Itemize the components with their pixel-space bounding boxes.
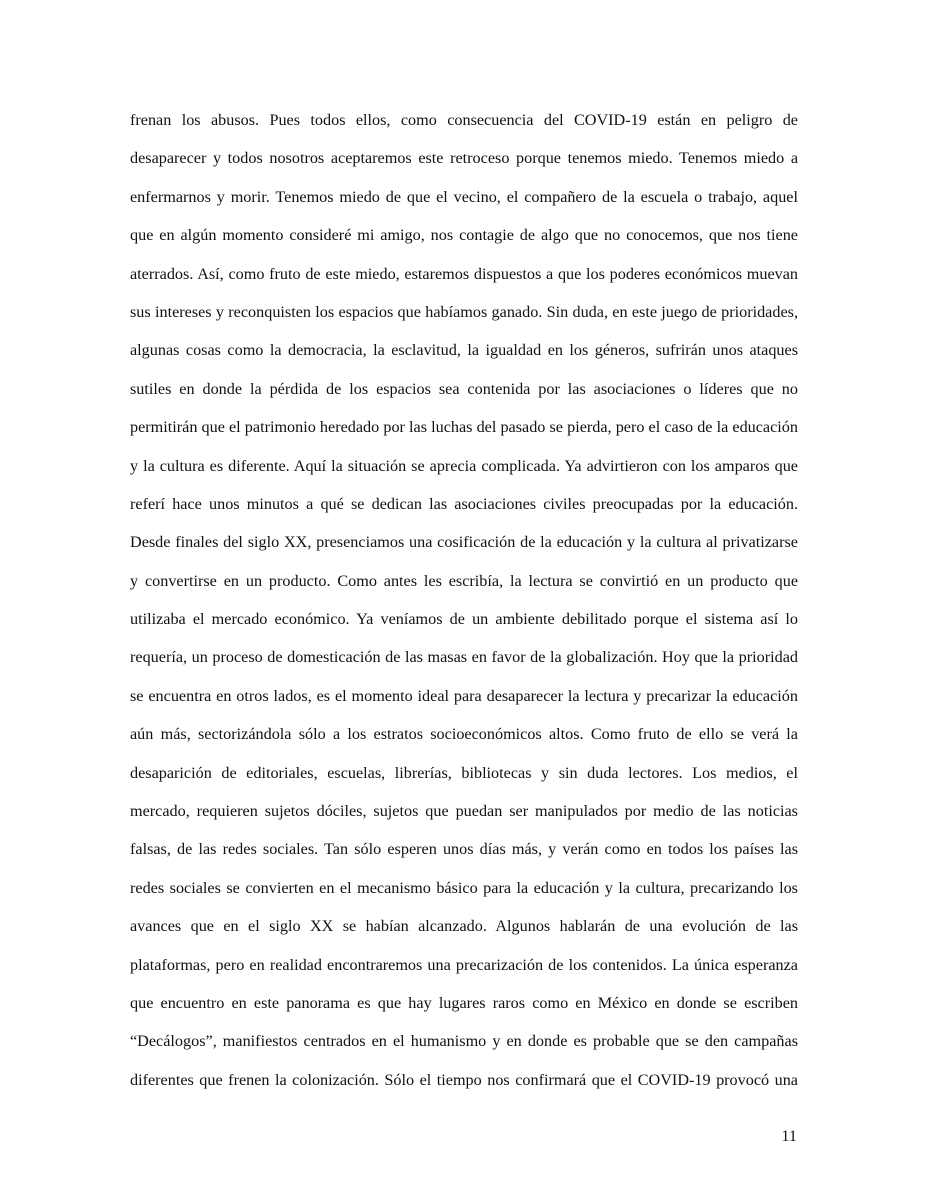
text-line: se encuentra en otros lados, es el momento ideal para desaparecer la lectura y precarizar la educación: [130, 686, 798, 705]
text-line: desaparecer y todos nosotros aceptaremos este retroceso porque tenemos miedo. Tenemos miedo a: [130, 149, 798, 168]
text-line: aún más, sectorizándola sólo a los estratos socioeconómicos altos. Como fruto de ello se verá la: [130, 725, 798, 744]
text-line: enfermarnos y morir. Tenemos miedo de que el vecino, el compañero de la escuela o trabajo, aquel: [130, 187, 798, 206]
text-line: falsas, de las redes sociales. Tan sólo esperen unos días más, y verán como en todos los países las: [130, 840, 798, 859]
text-line: redes sociales se convierten en el mecanismo básico para la educación y la cultura, precarizando los: [130, 878, 798, 897]
text-line: y la cultura es diferente. Aquí la situación se aprecia complicada. Ya advirtieron con los amparos que: [130, 456, 798, 475]
text-line: Desde finales del siglo XX, presenciamos una cosificación de la educación y la cultura al privatizarse: [130, 533, 798, 552]
text-line: frenan los abusos. Pues todos ellos, como consecuencia del COVID-19 están en peligro de: [130, 111, 798, 129]
text-line: sus intereses y reconquisten los espacios que habíamos ganado. Sin duda, en este juego de prioridades,: [130, 302, 798, 321]
text-line: diferentes que frenen la colonización. Sólo el tiempo nos confirmará que el COVID-19 provocó una: [130, 1070, 798, 1089]
text-line: mercado, requieren sujetos dóciles, sujetos que puedan ser manipulados por medio de las noticias: [130, 802, 798, 821]
body-paragraph: [130, 101, 798, 1099]
text-line: requería, un proceso de domesticación de las masas en favor de la globalización. Hoy que la prioridad: [130, 648, 798, 667]
text-line: que en algún momento consideré mi amigo, nos contagie de algo que no conocemos, que nos tiene: [130, 226, 798, 245]
page-number: 11: [781, 1127, 797, 1145]
text-line: utilizaba el mercado económico. Ya veníamos de un ambiente debilitado porque el sistema así lo: [130, 610, 798, 629]
text-line: “Decálogos”, manifiestos centrados en el humanismo y en donde es probable que se den campañas: [130, 1032, 798, 1051]
text-line: referí hace unos minutos a qué se dedican las asociaciones civiles preocupadas por la educación.: [130, 494, 798, 513]
text-line: que encuentro en este panorama es que hay lugares raros como en México en donde se escriben: [130, 993, 798, 1012]
text-line: desaparición de editoriales, escuelas, librerías, bibliotecas y sin duda lectores. Los medios, el: [130, 763, 798, 782]
text-line: permitirán que el patrimonio heredado por las luchas del pasado se pierda, pero el caso de la educación: [130, 418, 798, 437]
text-line: y convertirse en un producto. Como antes les escribía, la lectura se convirtió en un producto que: [130, 571, 798, 590]
text-line: sutiles en donde la pérdida de los espacios sea contenida por las asociaciones o líderes que no: [130, 379, 798, 398]
text-line: algunas cosas como la democracia, la esclavitud, la igualdad en los géneros, sufrirán unos ataques: [130, 341, 798, 360]
text-line: plataformas, pero en realidad encontraremos una precarización de los contenidos. La única esperanza: [130, 955, 798, 974]
text-line: avances que en el siglo XX se habían alcanzado. Algunos hablarán de una evolución de las: [130, 917, 798, 936]
text-line: aterrados. Así, como fruto de este miedo, estaremos dispuestos a que los poderes económicos muevan: [130, 264, 798, 283]
